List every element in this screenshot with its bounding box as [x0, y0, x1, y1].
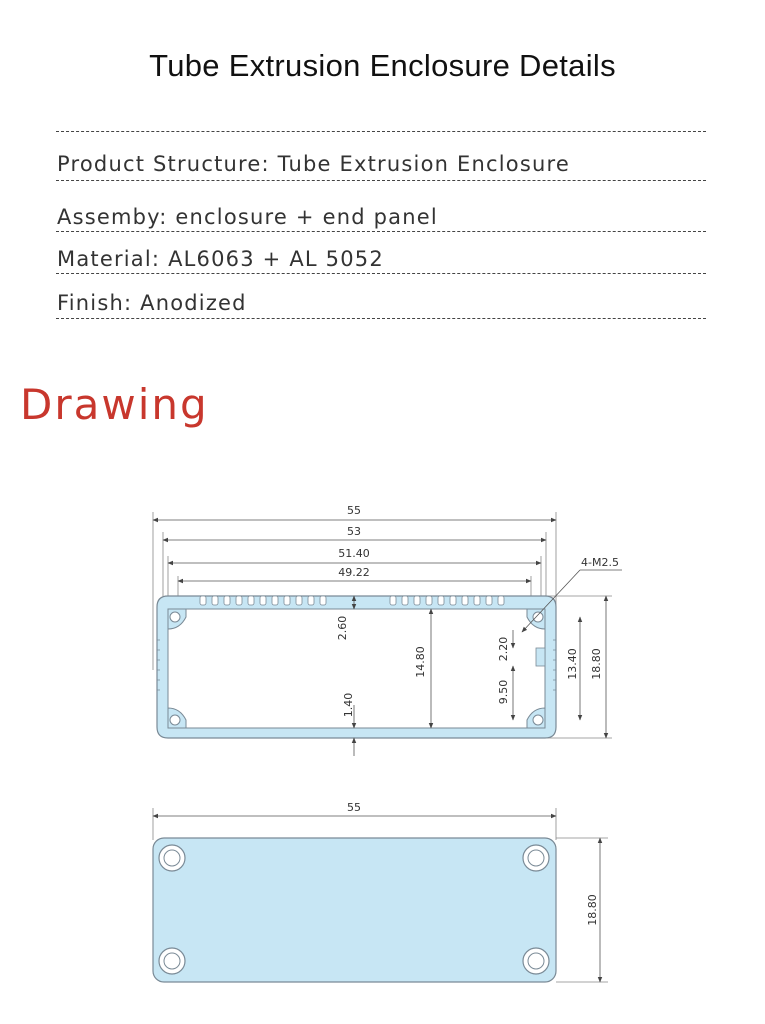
spec-separator: :: [261, 152, 278, 176]
spec-label: Product Structure: [57, 152, 262, 176]
screw-callout: 4-M2.5: [581, 556, 619, 569]
dim-slot-offset: 2.20: [497, 636, 510, 662]
dim-wall-thickness: 1.40: [342, 692, 355, 718]
profile-inner-cavity: [168, 609, 545, 728]
dim-lower-offset: 9.50: [497, 679, 510, 705]
spec-separator: :: [151, 247, 169, 271]
dim-overall-height: 18.80: [590, 648, 603, 680]
section-heading: Drawing: [20, 380, 209, 429]
spec-label: Finish: [57, 291, 124, 315]
spec-separator: :: [123, 291, 141, 315]
page-title: Tube Extrusion Enclosure Details: [149, 48, 616, 83]
end-panel-height: 18.80: [586, 894, 599, 926]
dim-inner-span: 13.40: [566, 648, 579, 680]
dim-overall-width: 55: [347, 504, 361, 517]
profile-view: [153, 504, 622, 756]
end-panel-view: [153, 801, 608, 982]
dim-width-49: 49.22: [338, 566, 370, 579]
dim-width-53: 53: [347, 525, 361, 538]
dim-fin-depth: 2.60: [336, 615, 349, 641]
dim-width-51: 51.40: [338, 547, 370, 560]
spec-label: Material: [57, 247, 152, 271]
spec-value: Tube Extrusion Enclosure: [277, 152, 570, 176]
end-panel-plate: [153, 838, 556, 982]
spec-separator: :: [159, 205, 176, 229]
end-panel-width: 55: [347, 801, 361, 814]
spec-value: Anodized: [140, 291, 247, 315]
spec-label: Assemby: [57, 205, 160, 229]
spec-value: enclosure + end panel: [175, 205, 438, 229]
spec-value: AL6063 + AL 5052: [168, 247, 384, 271]
dim-inner-height: 14.80: [414, 646, 427, 678]
